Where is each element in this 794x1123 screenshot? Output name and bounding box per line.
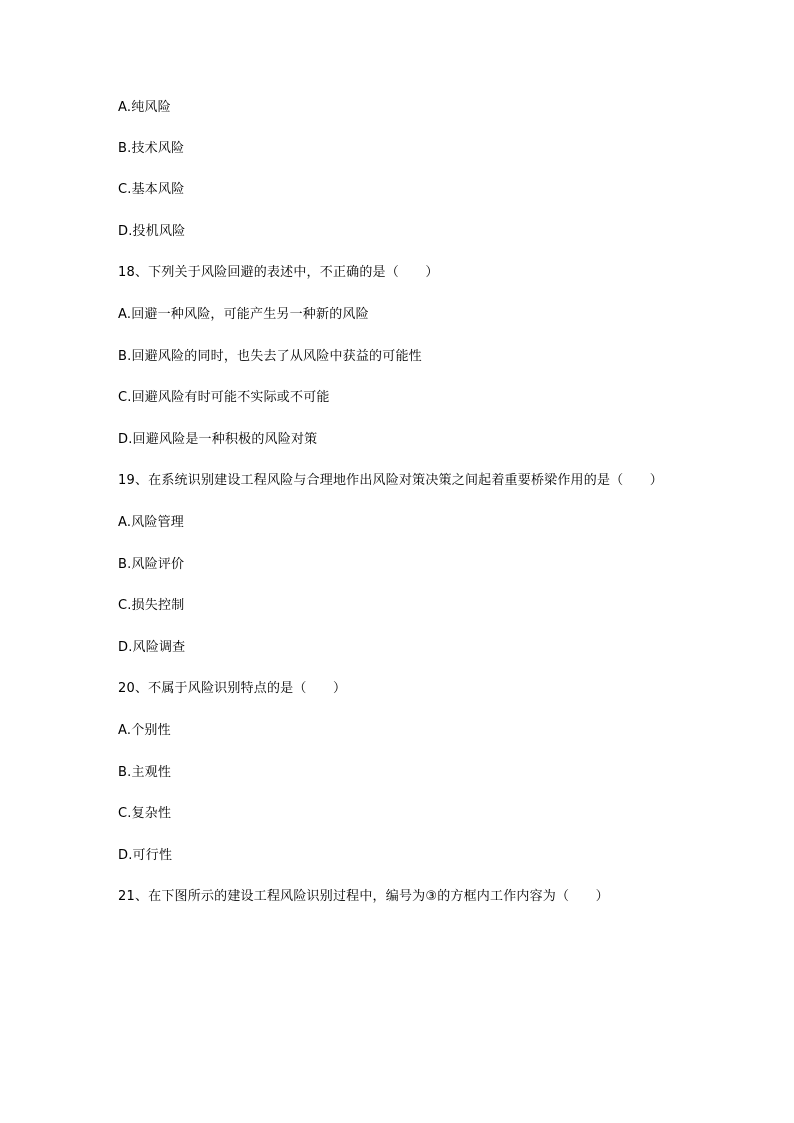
option-c-q19: C.损失控制 [118, 598, 185, 613]
option-b-q19: B.风险评价 [118, 557, 185, 572]
question-18: 18、下列关于风险回避的表述中，不正确的是（ ） [118, 265, 439, 280]
option-b-q20: B.主观性 [118, 765, 172, 780]
option-a-q20: A.个别性 [118, 723, 171, 738]
option-d-q17: D.投机风险 [118, 224, 186, 239]
option-a-q18: A.回避一种风险，可能产生另一种新的风险 [118, 307, 369, 322]
option-d-q18: D.回避风险是一种积极的风险对策 [118, 432, 318, 447]
option-b-q17: B.技术风险 [118, 141, 185, 156]
option-b-q18: B.回避风险的同时，也失去了从风险中获益的可能性 [118, 349, 422, 364]
option-d-q20: D.可行性 [118, 848, 173, 863]
question-20: 20、不属于风险识别特点的是（ ） [118, 681, 347, 696]
option-c-q18: C.回避风险有时可能不实际或不可能 [118, 390, 330, 405]
option-c-q20: C.复杂性 [118, 806, 172, 821]
question-21: 21、在下图所示的建设工程风险识别过程中，编号为③的方框内工作内容为（ ） [118, 889, 609, 904]
option-c-q17: C.基本风险 [118, 182, 185, 197]
option-a-q17: A.纯风险 [118, 100, 171, 115]
option-a-q19: A.风险管理 [118, 515, 184, 530]
question-19: 19、在系统识别建设工程风险与合理地作出风险对策决策之间起着重要桥梁作用的是（ ） [118, 473, 663, 488]
option-d-q19: D.风险调查 [118, 640, 186, 655]
